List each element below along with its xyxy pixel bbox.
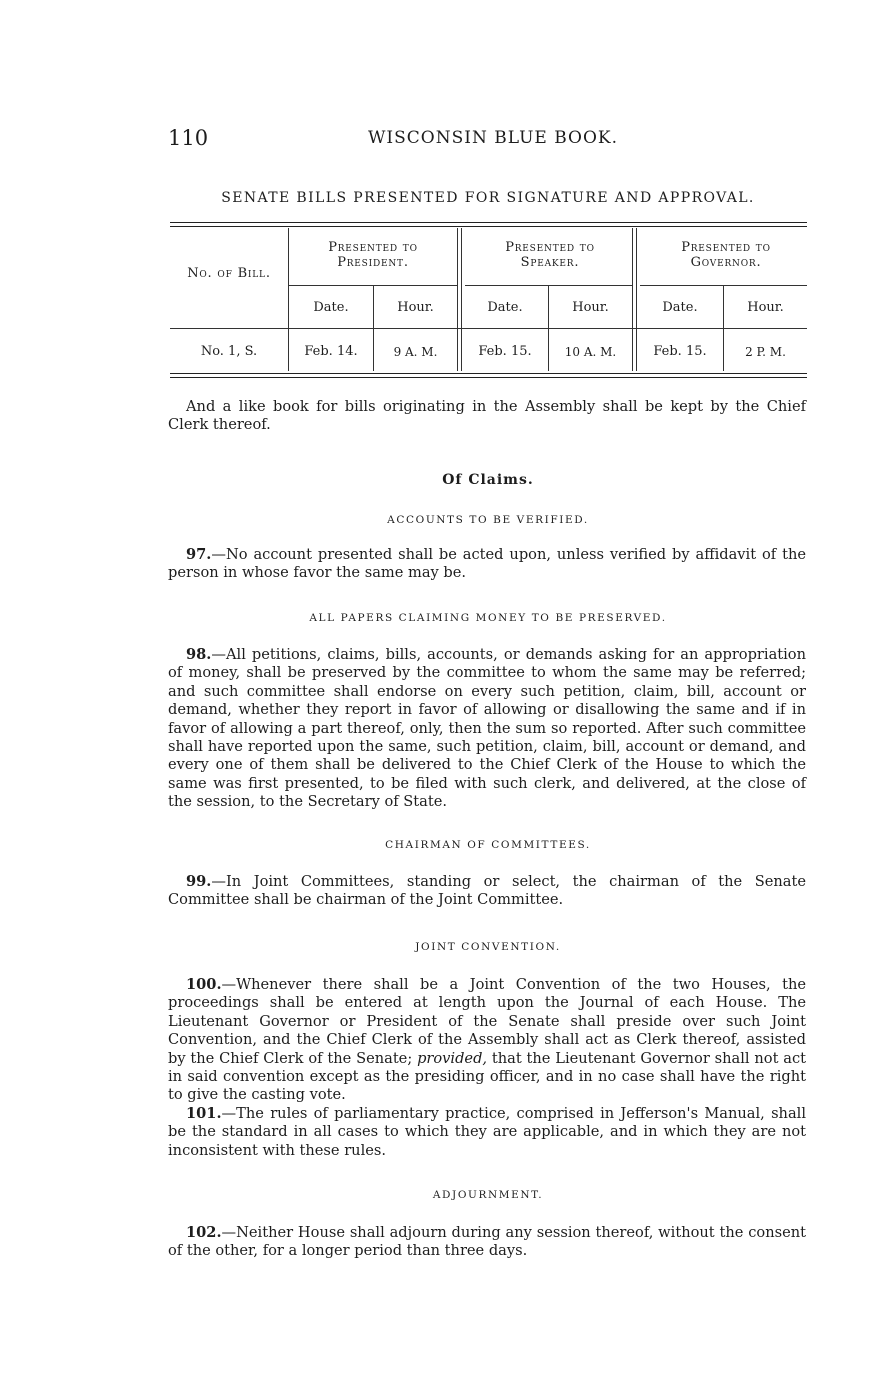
header-bottom-rule	[170, 328, 807, 329]
president-date-header: Date.	[313, 300, 349, 315]
president-group-header: Presented to President.	[328, 240, 418, 270]
rule-text: —No account presented shall be acted upon, unless verified by affidavit of the person in whose favor the same may be.	[168, 546, 806, 582]
president-hour-header: Hour.	[397, 300, 434, 315]
col-divider	[457, 228, 458, 371]
rule-number: 98.	[186, 646, 212, 663]
table-top-rule-inner	[170, 226, 807, 227]
table-bottom-rule-inner	[170, 377, 807, 378]
speaker-hour-header: Hour.	[572, 300, 609, 315]
governor-date-cell: Feb. 15.	[653, 344, 707, 359]
rule-text: —The rules of parliamentary practice, comprised in Jefferson's Manual, shall be the standard in all cases to which they are applicable, and in which they are not inconsistent with these rules.	[168, 1104, 806, 1159]
intro-paragraph	[168, 398, 806, 435]
rule-text: —Whenever there shall be a Joint Convention of the two Houses, the proceedings shall be entered at length upon the Journal of each House. The Lieutenant Governor or President of the Senate shall preside over such Joint Convention, and the Chief Clerk of the Assembly shall act as Clerk thereof, assisted by the Chief Clerk of the Senate;	[168, 976, 806, 1067]
table-bottom-rule	[170, 373, 807, 374]
section-title: Of Claims.	[442, 472, 534, 488]
rules-100-101	[168, 976, 806, 1160]
rule-text: —All petitions, claims, bills, accounts, or demands asking for an appropriation of money, shall be preserved by the committee to whom the same may be referred; and such committee shall endorse on every such petition, claim, bill, account or demand, whether they report in favor of allowing or disallowing the same and if in favor of allowing a part thereof, only, then the sum so reported. After such committee shall have reported upon the same, such petition, claim, bill, account or demand, and every one of them shall be delivered to the Chief Clerk of the House to which the same was first presented, to be filed with such clerk, and delivered, at the close of the session, to the Secretary of State.	[168, 646, 806, 811]
rule-102	[168, 1224, 806, 1261]
rule-98	[168, 646, 806, 812]
governor-hour-header: Hour.	[747, 300, 784, 315]
rule-99-heading: CHAIRMAN OF COMMITTEES.	[385, 839, 591, 851]
rule-97-heading: ACCOUNTS TO BE VERIFIED.	[387, 514, 589, 526]
col-divider	[632, 228, 633, 371]
rule-number: 102.	[186, 1224, 222, 1241]
president-date-cell: Feb. 14.	[304, 344, 358, 359]
governor-date-header: Date.	[662, 300, 698, 315]
rule-100-heading: JOINT CONVENTION.	[415, 941, 561, 953]
president-hour-cell: 9 A. M.	[393, 345, 438, 359]
rule-number: 99.	[186, 873, 212, 890]
rule-number: 97.	[186, 546, 212, 563]
bill-number-header: No. of Bill.	[187, 266, 271, 281]
speaker-hour-cell: 10 A. M.	[564, 345, 617, 359]
page-header	[168, 126, 808, 156]
speaker-group-header: Presented to Speaker.	[505, 240, 595, 270]
rule-text: that the Lieutenant Governor shall not act in said convention except as the presiding officer, and in no case shall have the right to give the casting vote.	[168, 1049, 807, 1104]
rule-number: 100.	[186, 976, 222, 993]
rule-97	[168, 546, 806, 583]
speaker-date-cell: Feb. 15.	[478, 344, 532, 359]
intro-text: And a like book for bills originating in the Assembly shall be kept by the Chief Clerk thereof.	[168, 398, 806, 434]
page-number: 110	[168, 126, 209, 150]
rule-98-heading: ALL PAPERS CLAIMING MONEY TO BE PRESERVED.	[309, 612, 667, 624]
governor-hour-cell: 2 P. M.	[745, 345, 786, 359]
bill-number-cell: No. 1, S.	[200, 344, 258, 359]
rule-102-heading: ADJOURNMENT.	[432, 1189, 544, 1201]
governor-group-header: Presented to Governor.	[681, 240, 771, 270]
table-title: SENATE BILLS PRESENTED FOR SIGNATURE AND APPROVAL.	[221, 190, 755, 206]
bills-table	[170, 222, 807, 380]
speaker-date-header: Date.	[487, 300, 523, 315]
running-title: WISCONSIN BLUE BOOK.	[367, 128, 619, 148]
rule-text: —Neither House shall adjourn during any session thereof, without the consent of the other, for a longer period than three days.	[168, 1224, 806, 1260]
rule-text: —In Joint Committees, standing or select, the chairman of the Senate Committee shall be chairman of the Joint Committee.	[168, 873, 806, 909]
rule-number: 101.	[186, 1104, 222, 1122]
rule-99	[168, 873, 806, 910]
rule-text-italic: provided,	[417, 1049, 488, 1067]
table-top-rule	[170, 222, 807, 223]
